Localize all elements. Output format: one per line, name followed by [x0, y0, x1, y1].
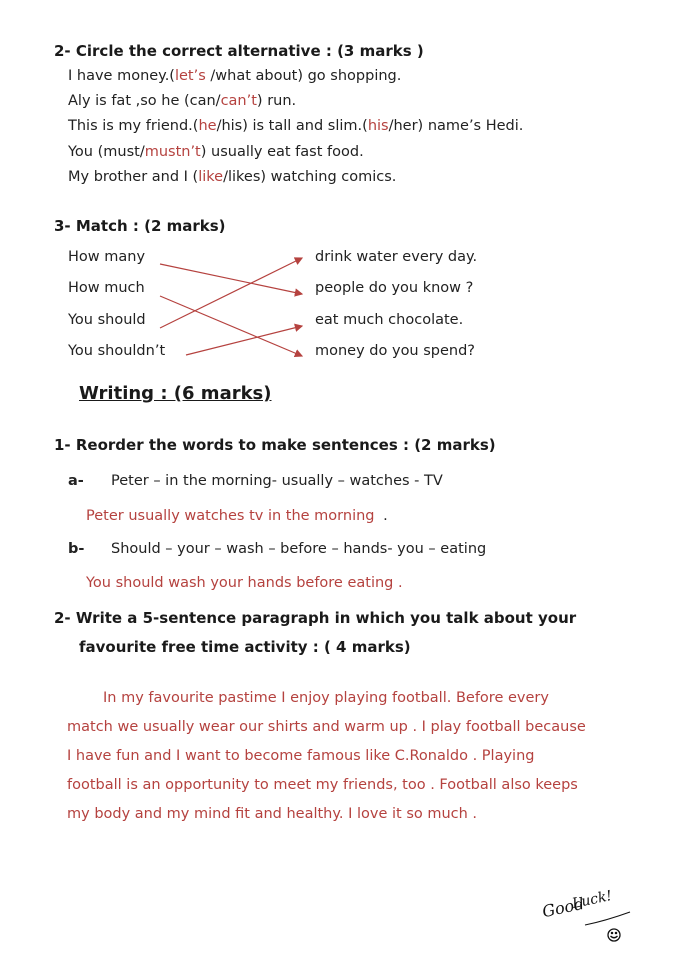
sentence-text: Aly is fat ,so he (can/	[68, 93, 221, 109]
paragraph-line-3: I have fun and I want to become famous like C.Ronaldo . Playing	[67, 748, 535, 764]
good-luck-word-2: Luck!	[570, 887, 614, 913]
circled-answer: let’s	[174, 68, 206, 84]
match-section-title: 3- Match : (2 marks)	[54, 217, 226, 235]
reorder-a-answer-text: Peter usually watches tv in the morning	[86, 508, 375, 524]
sentence-text: ) run.	[256, 93, 297, 109]
circled-answer: like	[198, 169, 224, 185]
sentence-text: /likes) watching comics.	[223, 169, 397, 185]
circled-answer: he	[198, 118, 217, 134]
circled-answer: his	[367, 118, 389, 134]
paragraph-line-1: In my favourite pastime I enjoy playing football. Before every	[103, 690, 549, 706]
sentence-text: You (must/	[68, 144, 145, 160]
match-left-3: You should	[68, 312, 146, 328]
reorder-a-answer	[86, 508, 388, 524]
reorder-a-label: a-	[68, 473, 84, 489]
sentence-text: /what about) go shopping.	[205, 68, 402, 84]
reorder-b-label: b-	[68, 541, 85, 557]
reorder-a-dot: .	[383, 508, 388, 524]
match-line-shouldnt	[186, 326, 302, 355]
writing-title: Writing : (6 marks)	[79, 383, 272, 404]
paragraph-task-title-1: 2- Write a 5-sentence paragraph in which you talk about your	[54, 609, 577, 627]
match-line-much	[160, 296, 302, 356]
circled-answer: can’t	[220, 93, 257, 109]
match-right-1: drink water every day.	[315, 249, 478, 265]
sentence-text: /his) is tall and slim.(	[216, 118, 368, 134]
sentence-text: I have money.(	[68, 68, 175, 84]
reorder-title: 1- Reorder the words to make sentences : (2 marks)	[54, 436, 496, 454]
paragraph-line-5: my body and my mind fit and healthy. I love it so much .	[67, 806, 478, 822]
paragraph-line-2: match we usually wear our shirts and warm up . I play football because	[67, 719, 586, 735]
sentence-text: This is my friend.(	[68, 118, 199, 134]
good-luck-note	[540, 887, 642, 942]
circled-answer: mustn’t	[144, 144, 201, 160]
reorder-b-answer: You should wash your hands before eating .	[86, 575, 403, 591]
sentence-text: My brother and I (	[68, 169, 199, 185]
sentence-text: ) usually eat fast food.	[200, 144, 364, 160]
reorder-b-words: Should – your – wash – before – hands- you – eating	[111, 541, 487, 557]
sentence-text: /her) name’s Hedi.	[388, 118, 524, 134]
match-right-2: people do you know ?	[315, 280, 474, 296]
paragraph-task-title-2: favourite free time activity : ( 4 marks)	[79, 638, 411, 656]
paragraph-line-4: football is an opportunity to meet my friends, too . Football also keeps	[67, 777, 578, 793]
match-left-2: How much	[68, 280, 145, 296]
match-right-3: eat much chocolate.	[315, 312, 464, 328]
circle-section-title: 2- Circle the correct alternative : (3 marks )	[54, 42, 424, 60]
match-left-4: You shouldn’t	[68, 343, 166, 359]
match-left-1: How many	[68, 249, 146, 265]
good-luck-word-1: Good	[540, 893, 586, 922]
match-right-4: money do you spend?	[315, 343, 476, 359]
reorder-a-words: Peter – in the morning- usually – watches - TV	[111, 473, 443, 489]
